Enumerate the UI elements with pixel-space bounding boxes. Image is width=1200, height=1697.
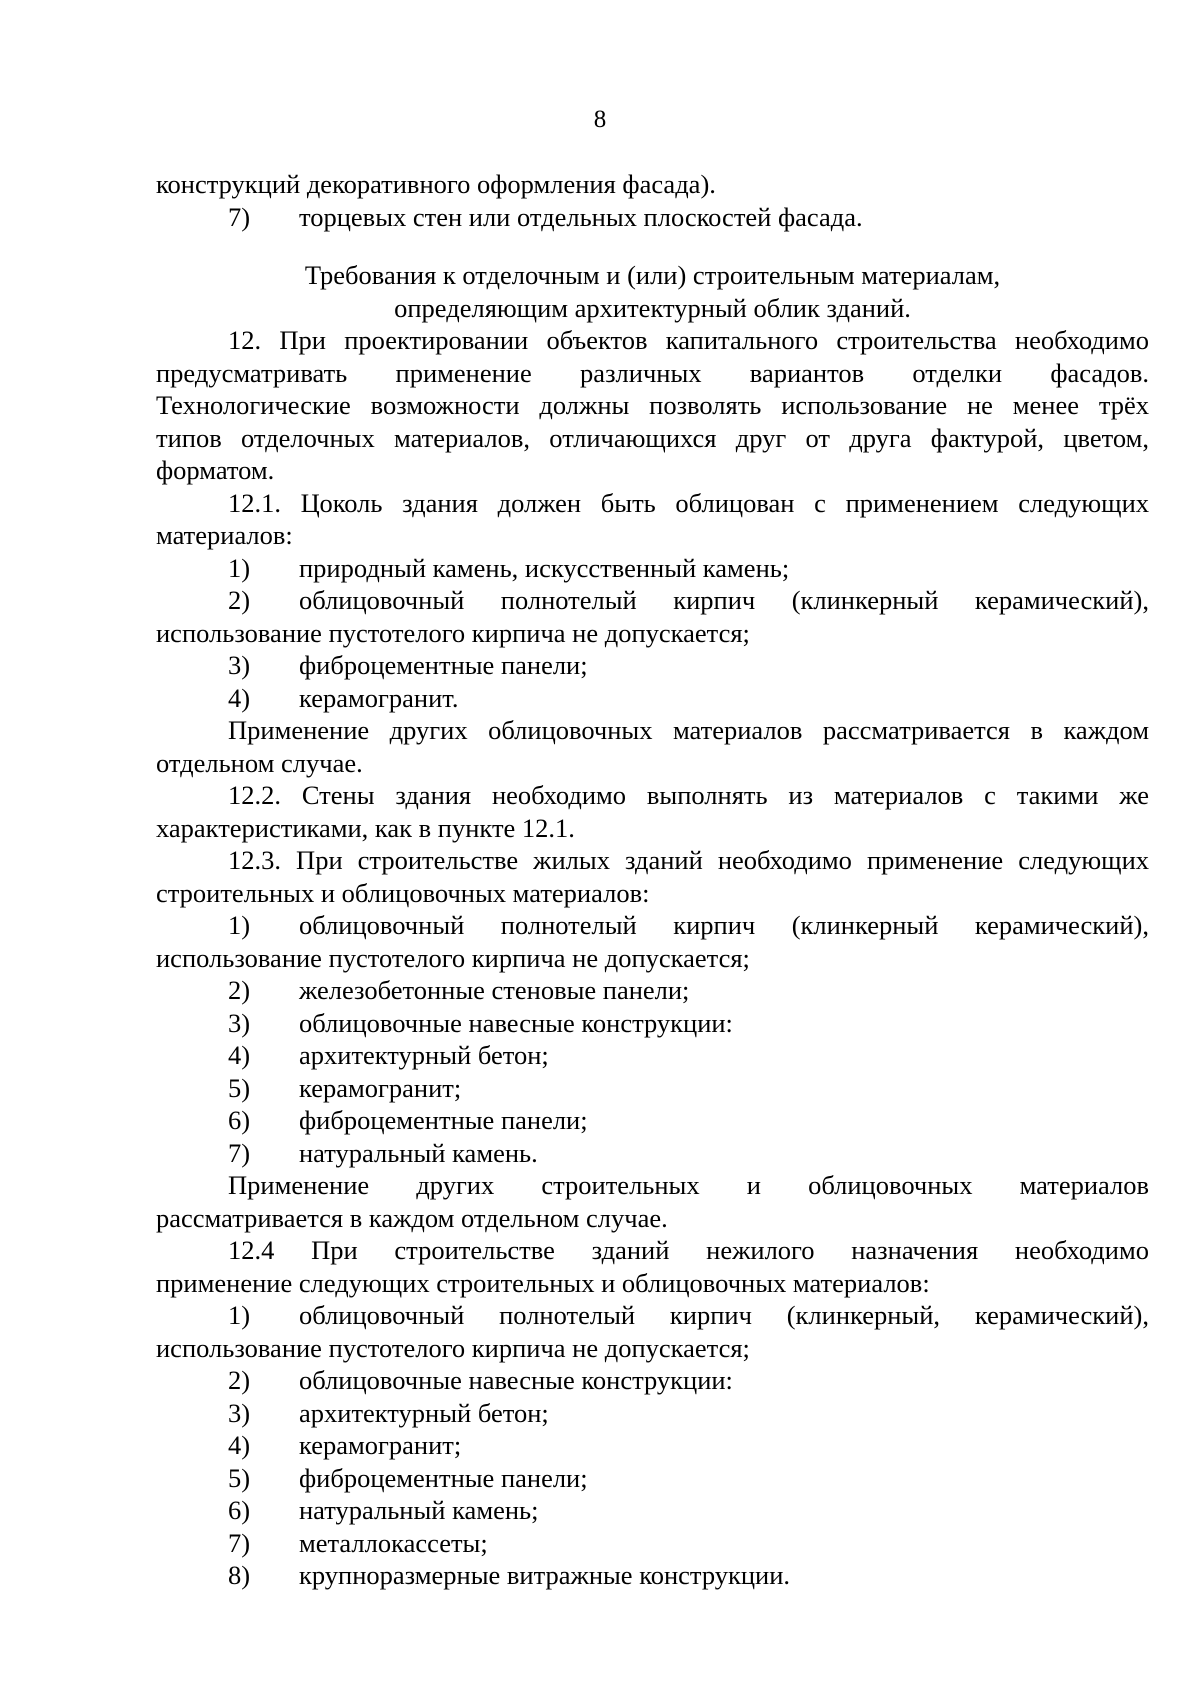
list-text: фиброцементные панели; <box>299 1105 588 1135</box>
list-text: фиброцементные панели; <box>299 1462 588 1493</box>
list-number: 1) <box>228 1300 251 1330</box>
paragraph-line: 12.3. При строительстве жилых зданий необходимо применение следующих <box>228 845 1149 875</box>
section-heading-line1: Требования к отделочным и (или) строительным материалам, <box>304 260 1001 290</box>
list-text: архитектурный бетон; <box>299 1397 549 1428</box>
list-number: 2) <box>228 975 251 1005</box>
paragraph-line: материалов: <box>156 520 293 550</box>
list-number: 3) <box>228 1007 251 1038</box>
list-number: 3) <box>228 650 251 680</box>
list-number: 2) <box>228 1365 251 1395</box>
list-text: облицовочные навесные конструкции: <box>299 1007 733 1038</box>
list-text: архитектурный бетон; <box>299 1040 549 1070</box>
list-number: 7) <box>228 1137 251 1168</box>
list-item <box>156 1104 1149 1137</box>
paragraph-line: рассматривается в каждом отдельном случае. <box>156 1202 668 1233</box>
list-number: 4) <box>228 1040 251 1070</box>
paragraph-line: характеристиками, как в пункте 12.1. <box>156 812 575 843</box>
paragraph-line: конструкций декоративного оформления фасада). <box>156 169 716 199</box>
list-number: 1) <box>228 910 251 940</box>
list-item <box>156 1462 1149 1495</box>
paragraph-line: форматом. <box>156 455 275 485</box>
section-heading-line2: определяющим архитектурный облик зданий. <box>394 292 911 323</box>
list-item <box>156 1397 1149 1430</box>
paragraph-line: предусматривать применение различных вариантов отделки фасадов. <box>156 357 1149 388</box>
list-number: 6) <box>228 1495 251 1525</box>
paragraph-line: Технологические возможности должны позволять использование не менее трёх <box>156 390 1149 420</box>
list-text: облицовочные навесные конструкции: <box>299 1365 733 1395</box>
list-number: 2) <box>228 585 251 615</box>
list-number: 4) <box>228 1430 251 1460</box>
paragraph-line: типов отделочных материалов, отличающихся друг от друга фактурой, цветом, <box>156 422 1149 453</box>
list-item-continuation: использование пустотелого кирпича не допускается; <box>156 942 750 973</box>
list-item <box>156 1527 1149 1560</box>
list-number: 4) <box>228 682 251 713</box>
list-text: облицовочный полнотелый кирпич (клинкерный керамический), <box>299 585 1149 615</box>
list-item-continuation: использование пустотелого кирпича не допускается; <box>156 1332 750 1363</box>
paragraph-line: отдельном случае. <box>156 747 363 778</box>
list-item <box>156 1299 1149 1332</box>
paragraph-line: применение следующих строительных и облицовочных материалов: <box>156 1267 930 1298</box>
list-text: керамогранит. <box>299 682 459 713</box>
list-number: 5) <box>228 1462 251 1493</box>
list-text: железобетонные стеновые панели; <box>299 975 690 1005</box>
list-text: крупноразмерные витражные конструкции. <box>299 1560 791 1590</box>
list-number: 6) <box>228 1105 251 1135</box>
list-item <box>156 1559 1149 1592</box>
paragraph-line: 12.2. Стены здания необходимо выполнять из материалов с такими же <box>228 780 1149 810</box>
paragraph-line: Применение других облицовочных материалов рассматривается в каждом <box>228 715 1149 745</box>
document-body <box>156 168 1149 1592</box>
list-number: 8) <box>228 1560 251 1590</box>
list-item-continuation: использование пустотелого кирпича не допускается; <box>156 617 750 648</box>
list-text: керамогранит; <box>299 1072 462 1103</box>
list-text: фиброцементные панели; <box>299 650 588 680</box>
list-item <box>156 1007 1149 1040</box>
list-number: 7) <box>228 1527 251 1558</box>
paragraph-line: Применение других строительных и облицовочных материалов <box>228 1170 1149 1200</box>
paragraph-line: 12.1. Цоколь здания должен быть облицован с применением следующих <box>228 487 1149 518</box>
list-text: облицовочный полнотелый кирпич (клинкерный керамический), <box>299 910 1149 940</box>
list-item <box>156 974 1149 1007</box>
list-text: натуральный камень. <box>299 1137 538 1168</box>
list-item <box>156 909 1149 942</box>
list-number: 1) <box>228 552 251 583</box>
list-item <box>156 682 1149 715</box>
list-text: облицовочный полнотелый кирпич (клинкерный, керамический), <box>299 1300 1149 1330</box>
list-item <box>156 584 1149 617</box>
list-number: 5) <box>228 1072 251 1103</box>
list-item <box>156 1072 1149 1105</box>
list-item <box>156 552 1149 585</box>
list-text: природный камень, искусственный камень; <box>299 552 790 583</box>
paragraph-line: строительных и облицовочных материалов: <box>156 877 650 908</box>
paragraph-line: 12. При проектировании объектов капитального строительства необходимо <box>228 325 1149 355</box>
page-number: 8 <box>593 106 607 133</box>
list-item <box>156 1364 1149 1397</box>
list-item <box>156 1494 1149 1527</box>
list-text: торцевых стен или отдельных плоскостей фасада. <box>299 201 863 232</box>
paragraph-line: 12.4 При строительстве зданий нежилого назначения необходимо <box>228 1235 1149 1265</box>
list-text: натуральный камень; <box>299 1495 539 1525</box>
list-item <box>156 1429 1149 1462</box>
list-item <box>156 201 1149 234</box>
list-text: керамогранит; <box>299 1430 462 1460</box>
list-text: металлокассеты; <box>299 1527 488 1558</box>
list-item <box>156 1137 1149 1170</box>
list-number: 7) <box>228 201 251 232</box>
list-number: 3) <box>228 1397 251 1428</box>
list-item <box>156 1039 1149 1072</box>
list-item <box>156 649 1149 682</box>
